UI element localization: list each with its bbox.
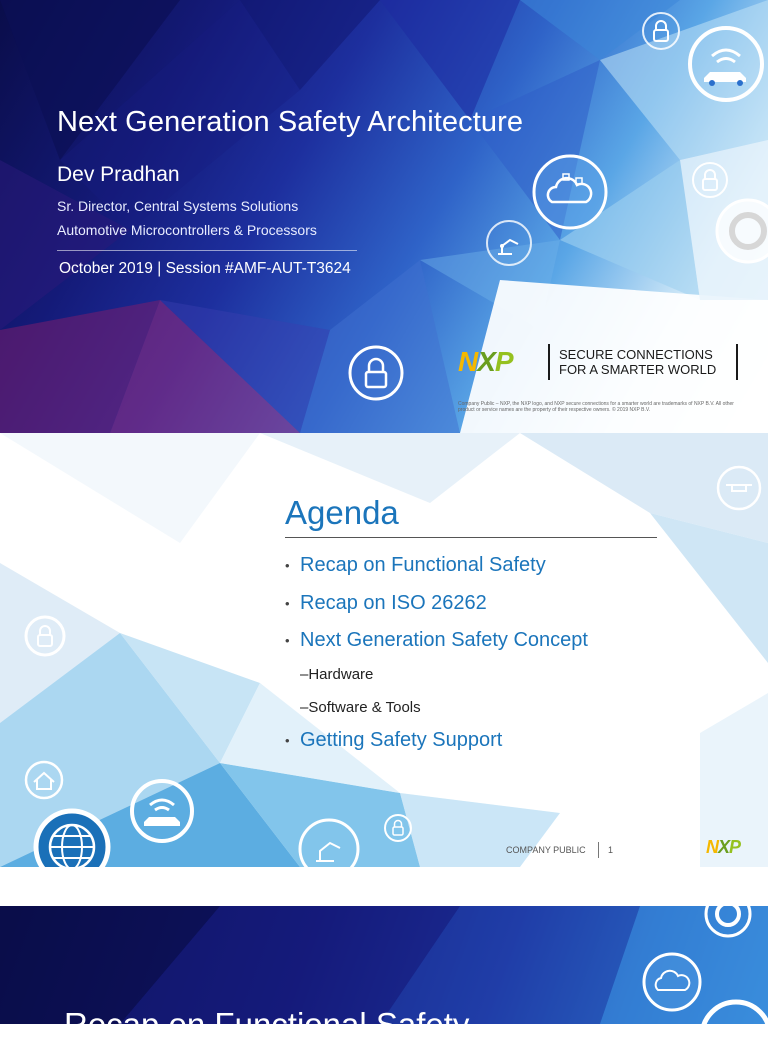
globe-icon (714, 196, 768, 266)
robot-arm-icon (296, 815, 362, 867)
cloud-icon (640, 950, 704, 1014)
tagline-line2: FOR A SMARTER WORLD (559, 362, 717, 377)
agenda-item-label: Recap on Functional Safety (300, 554, 546, 576)
agenda-subitem (300, 666, 373, 683)
presenter-role: Sr. Director, Central Systems Solutions (57, 198, 299, 214)
bullet-icon: • (285, 733, 290, 749)
nxp-logo: NXP (458, 346, 513, 377)
divider (598, 842, 599, 858)
agenda-subitem (300, 699, 421, 716)
presenter-name: Dev Pradhan (57, 163, 180, 186)
lock-icon (22, 613, 68, 659)
globe-icon (700, 886, 756, 946)
bullet-icon: • (285, 558, 290, 574)
page-number: 1 (608, 845, 614, 855)
connected-car-icon (128, 777, 196, 845)
agenda-item (285, 592, 487, 615)
section-slide (0, 906, 768, 1043)
agenda-item (285, 729, 502, 752)
bullet-icon: • (285, 633, 290, 649)
agenda-subitem-label: Hardware (308, 666, 374, 683)
slide-gap (0, 867, 768, 906)
connected-car-icon (686, 22, 766, 106)
agenda-item-label: Next Generation Safety Concept (300, 629, 588, 651)
agenda-item-label: Getting Safety Support (300, 729, 503, 751)
page-title: Agenda (285, 494, 399, 531)
classification-label: COMPANY PUBLIC (506, 845, 586, 855)
title-rule (285, 537, 657, 538)
agenda-item (285, 629, 588, 652)
cloud-icon (530, 152, 610, 232)
dash-icon: – (300, 699, 309, 716)
title-slide (0, 0, 768, 433)
globe-icon (30, 805, 114, 875)
presentation-title: Next Generation Safety Architecture (57, 106, 524, 138)
tagline-line1: SECURE CONNECTIONS (559, 347, 713, 362)
agenda-item-label: Recap on ISO 26262 (300, 592, 487, 614)
section-title: Recap on Functional Safety (64, 1006, 470, 1043)
nxp-logo: NXP (706, 837, 741, 857)
divider (548, 344, 550, 380)
connected-car-icon (698, 998, 768, 1024)
agenda-subitem-label: Software & Tools (308, 699, 421, 716)
session-info: October 2019 | Session #AMF-AUT-T3624 (59, 260, 351, 277)
legal-notice: Company Public – NXP, the NXP logo, and NXP secure connections for a smarter world are trademarks of NXP B.V. All other product or service names are the property of their respective owners. © 2019 NXP B.V. (458, 401, 734, 413)
lock-icon (347, 344, 405, 402)
agenda-slide (0, 433, 768, 867)
divider (736, 344, 738, 380)
lock-icon (640, 10, 682, 52)
divider (57, 250, 357, 251)
home-icon (22, 758, 66, 802)
robot-arm-icon (484, 218, 534, 268)
agenda-item (285, 554, 546, 577)
drone-icon (714, 463, 764, 513)
presenter-division: Automotive Microcontrollers & Processors (57, 222, 317, 238)
bullet-icon: • (285, 596, 290, 612)
lock-icon (690, 160, 730, 200)
lock-icon (382, 811, 414, 845)
dash-icon: – (300, 666, 309, 683)
